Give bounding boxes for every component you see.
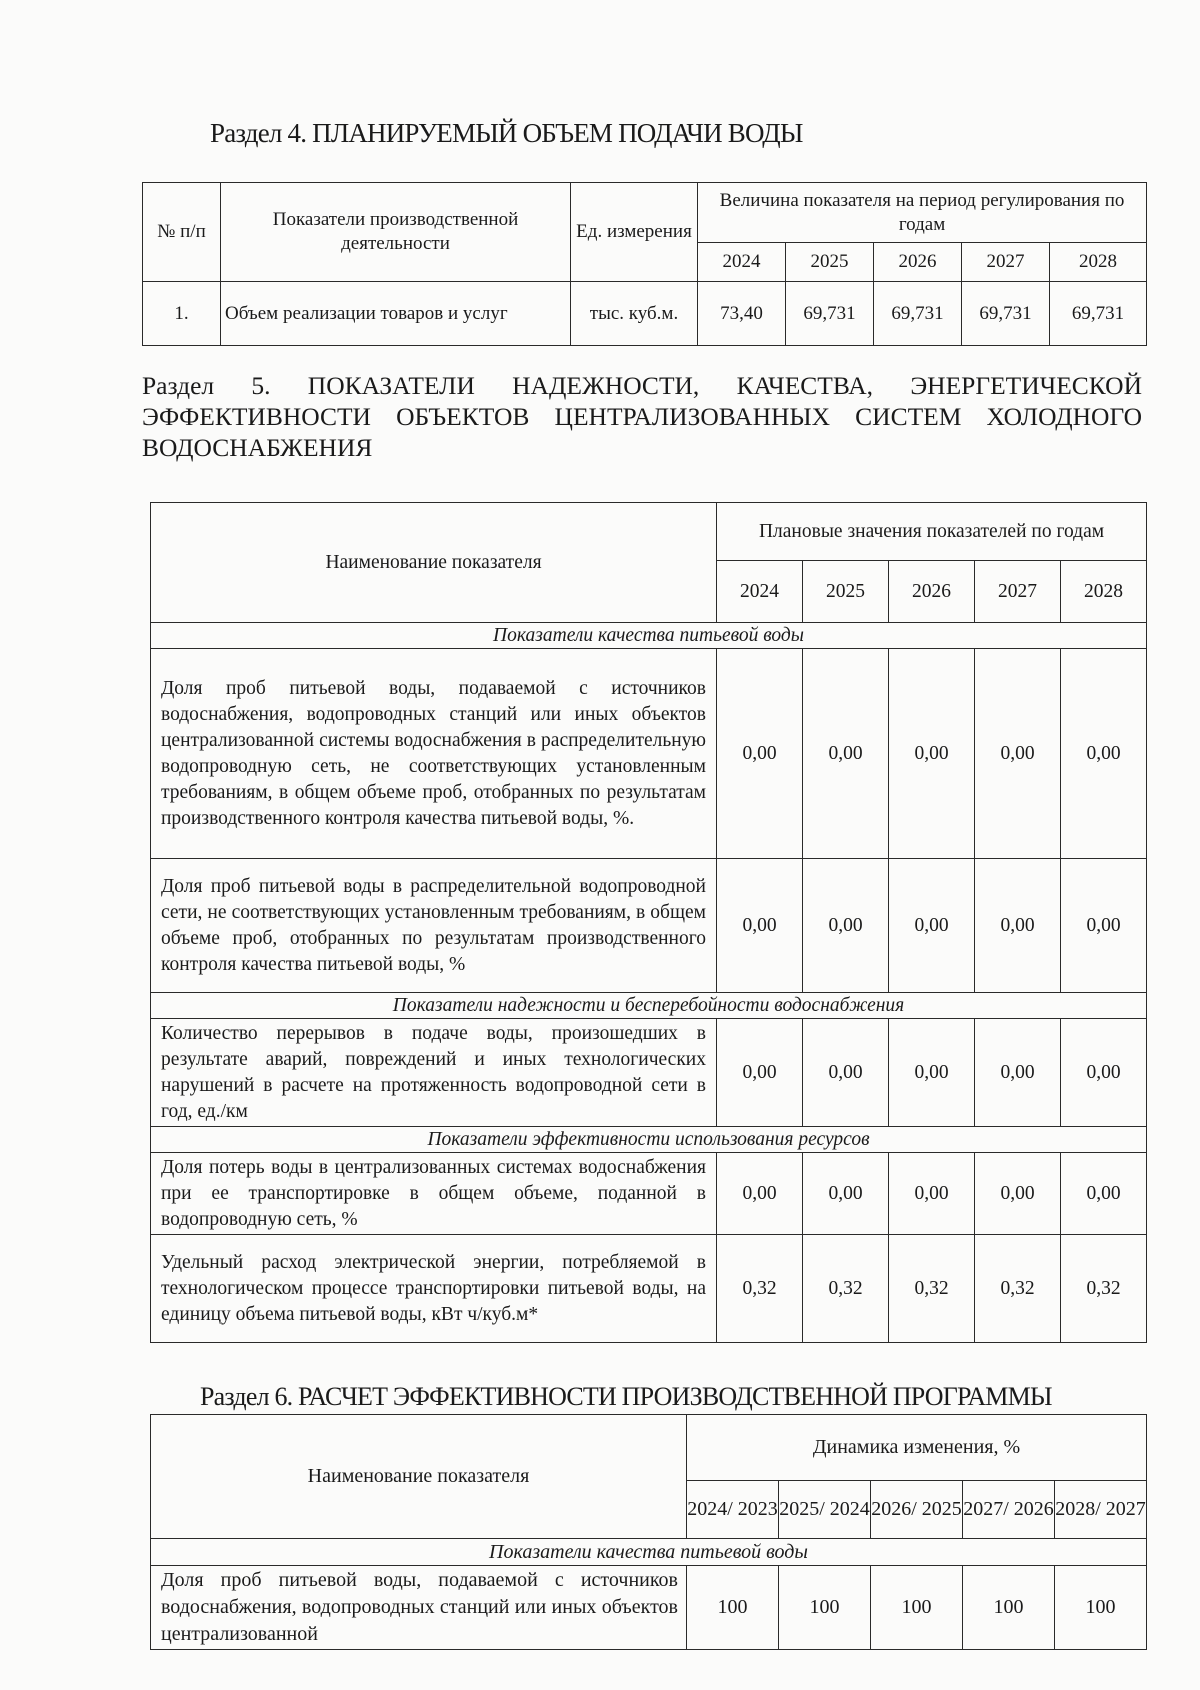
table-row <box>151 649 1147 859</box>
header-num: № п/п <box>143 183 221 282</box>
indicator-value: 0,00 <box>975 859 1061 993</box>
year-header: 2028 <box>1050 243 1147 282</box>
indicator-value: 0,00 <box>717 649 803 859</box>
indicator-name: Доля проб питьевой воды в распределительной водопроводной сети, не соответствующих установленным требованиям, в общем объеме проб, отобранных по результатам производственного контроля качества питьевой воды, % <box>151 859 717 993</box>
indicator-value: 0,00 <box>803 1153 889 1235</box>
row-value: 69,731 <box>874 282 962 346</box>
indicator-value: 0,00 <box>975 1019 1061 1127</box>
header-name: Наименование показателя <box>151 503 717 623</box>
year-header: 2026 <box>874 243 962 282</box>
indicator-value: 0,00 <box>717 859 803 993</box>
indicator-value: 0,00 <box>889 649 975 859</box>
table-row <box>151 1019 1147 1127</box>
period-header: 2026/ 2025 <box>871 1481 963 1539</box>
indicator-value: 0,00 <box>717 1153 803 1235</box>
indicator-value: 0,32 <box>1061 1235 1147 1343</box>
row-num: 1. <box>143 282 221 346</box>
row-value: 69,731 <box>786 282 874 346</box>
section5-title: Раздел 5. ПОКАЗАТЕЛИ НАДЕЖНОСТИ, КАЧЕСТВА, ЭНЕРГЕТИЧЕСКОЙ ЭФФЕКТИВНОСТИ ОБЪЕКТОВ ЦЕНТРАЛИЗОВАННЫХ СИСТЕМ ХОЛОДНОГО ВОДОСНАБЖЕНИЯ <box>142 371 1142 462</box>
indicator-value: 0,00 <box>803 649 889 859</box>
period-header: 2028/ 2027 <box>1055 1481 1147 1539</box>
header-plan: Плановые значения показателей по годам <box>717 503 1147 561</box>
year-header: 2024 <box>717 561 803 623</box>
indicator-value: 100 <box>871 1566 963 1650</box>
year-header: 2027 <box>975 561 1061 623</box>
year-header: 2025 <box>786 243 874 282</box>
indicator-name: Количество перерывов в подаче воды, произошедших в результате аварий, повреждений и иных технологических нарушений в расчете на протяженность водопроводной сети в год, ед./км <box>151 1019 717 1127</box>
section4-title: Раздел 4. ПЛАНИРУЕМЫЙ ОБЪЕМ ПОДАЧИ ВОДЫ <box>210 118 803 148</box>
efficiency-table <box>150 1414 1147 1650</box>
year-header: 2024 <box>698 243 786 282</box>
header-unit: Ед. измерения <box>571 183 698 282</box>
indicator-value: 100 <box>779 1566 871 1650</box>
period-header: 2025/ 2024 <box>779 1481 871 1539</box>
row-value: 69,731 <box>962 282 1050 346</box>
indicator-name: Удельный расход электрической энергии, потребляемой в технологическом процессе транспортировки питьевой воды, на единицу объема питьевой воды, кВт ч/куб.м* <box>151 1235 717 1343</box>
table-row <box>151 1153 1147 1235</box>
header-indicator: Показатели производственной деятельности <box>221 183 571 282</box>
table-row <box>143 282 1147 346</box>
row-unit: тыс. куб.м. <box>571 282 698 346</box>
row-value: 73,40 <box>698 282 786 346</box>
category-heading: Показатели качества питьевой воды <box>151 623 1147 649</box>
indicator-value: 0,00 <box>1061 1153 1147 1235</box>
table-row <box>151 859 1147 993</box>
indicator-name: Доля потерь воды в централизованных системах водоснабжения при ее транспортировке в общем объеме, поданной в водопроводную сеть, % <box>151 1153 717 1235</box>
indicator-value: 0,00 <box>1061 859 1147 993</box>
indicator-value: 0,00 <box>1061 649 1147 859</box>
indicator-name: Доля проб питьевой воды, подаваемой с источников водоснабжения, водопроводных станций или иных объектов централизованной системы водоснабжения в распределительную водопроводную сеть, не соответствующих установленным требованиям, в общем объеме проб, отобранных по результатам производственного контроля качества питьевой воды, %. <box>151 649 717 859</box>
indicator-value: 0,00 <box>1061 1019 1147 1127</box>
indicator-value: 100 <box>687 1566 779 1650</box>
indicator-value: 0,00 <box>803 1019 889 1127</box>
indicator-value: 100 <box>963 1566 1055 1650</box>
indicator-value: 0,00 <box>975 649 1061 859</box>
header-period: Величина показателя на период регулирования по годам <box>698 183 1147 243</box>
table-row <box>151 1566 1147 1650</box>
indicator-value: 0,00 <box>889 1153 975 1235</box>
year-header: 2025 <box>803 561 889 623</box>
period-header: 2027/ 2026 <box>963 1481 1055 1539</box>
header-dynamics: Динамика изменения, % <box>687 1415 1147 1481</box>
section6-title: Раздел 6. РАСЧЕТ ЭФФЕКТИВНОСТИ ПРОИЗВОДСТВЕННОЙ ПРОГРАММЫ <box>200 1382 1052 1411</box>
year-header: 2027 <box>962 243 1050 282</box>
year-header: 2026 <box>889 561 975 623</box>
indicators-table <box>150 502 1147 1343</box>
indicator-value: 100 <box>1055 1566 1147 1650</box>
category-heading: Показатели надежности и бесперебойности водоснабжения <box>151 993 1147 1019</box>
table-row <box>151 1235 1147 1343</box>
indicator-value: 0,32 <box>975 1235 1061 1343</box>
indicator-value: 0,00 <box>803 859 889 993</box>
indicator-name: Доля проб питьевой воды, подаваемой с источников водоснабжения, водопроводных станций или иных объектов централизованной <box>151 1566 687 1650</box>
indicator-value: 0,00 <box>975 1153 1061 1235</box>
indicator-value: 0,00 <box>717 1019 803 1127</box>
row-value: 69,731 <box>1050 282 1147 346</box>
supply-volume-table <box>142 182 1147 346</box>
indicator-value: 0,00 <box>889 859 975 993</box>
indicator-value: 0,32 <box>803 1235 889 1343</box>
header-name: Наименование показателя <box>151 1415 687 1539</box>
indicator-value: 0,32 <box>717 1235 803 1343</box>
category-heading: Показатели качества питьевой воды <box>151 1539 1147 1566</box>
indicator-value: 0,32 <box>889 1235 975 1343</box>
row-name: Объем реализации товаров и услуг <box>221 282 571 346</box>
period-header: 2024/ 2023 <box>687 1481 779 1539</box>
category-heading: Показатели эффективности использования ресурсов <box>151 1127 1147 1153</box>
indicator-value: 0,00 <box>889 1019 975 1127</box>
year-header: 2028 <box>1061 561 1147 623</box>
